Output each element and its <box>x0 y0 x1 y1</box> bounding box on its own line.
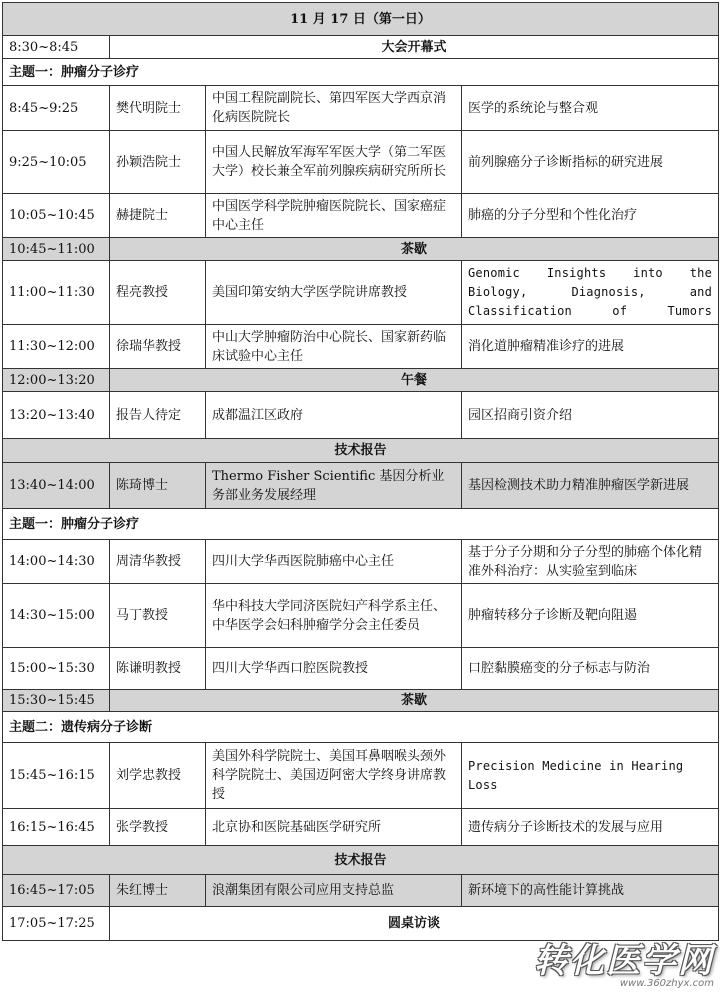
speaker-cell: 马丁教授 <box>110 584 206 648</box>
table-header-row <box>3 3 719 36</box>
affiliation-cell: 中国医学科学院肿瘤医院院长、国家癌症中心主任 <box>206 194 462 238</box>
break-row <box>3 690 719 712</box>
topic-cell: 前列腺癌分子诊断指标的研究进展 <box>462 131 719 194</box>
affiliation-cell: 中山大学肿瘤防治中心院长、国家新药临床试验中心主任 <box>206 325 462 369</box>
table-row <box>3 463 719 509</box>
speaker-cell: 樊代明院士 <box>110 86 206 131</box>
speaker-cell: 孙颖浩院士 <box>110 131 206 194</box>
affiliation-cell: 浪潮集团有限公司应用支持总监 <box>206 875 462 907</box>
affiliation-cell: 美国印第安纳大学医学院讲席教授 <box>206 261 462 325</box>
time-cell: 16:45~17:05 <box>3 875 110 907</box>
watermark <box>534 933 714 989</box>
break-row <box>3 369 719 392</box>
table-row <box>3 194 719 238</box>
speaker-cell: 陈谦明教授 <box>110 648 206 690</box>
speaker-cell: 赫捷院士 <box>110 194 206 238</box>
speaker-cell: 陈琦博士 <box>110 463 206 509</box>
theme-title: 主题一：肿瘤分子诊疗 <box>3 509 719 540</box>
affiliation-cell: 华中科技大学同济医院妇产科学系主任、中华医学会妇科肿瘤学分会主任委员 <box>206 584 462 648</box>
break-row <box>3 238 719 261</box>
topic-cell: 新环境下的高性能计算挑战 <box>462 875 719 907</box>
table-row <box>3 584 719 648</box>
watermark-logo: 转化医学网 <box>534 941 714 981</box>
table-row <box>3 540 719 584</box>
session-label: 大会开幕式 <box>110 36 719 59</box>
affiliation-cell: 四川大学华西口腔医院教授 <box>206 648 462 690</box>
section-row <box>3 846 719 875</box>
speaker-cell: 刘学忠教授 <box>110 743 206 809</box>
table-row <box>3 36 719 59</box>
affiliation-cell: 中国工程院副院长、第四军医大学西京消化病医院院长 <box>206 86 462 131</box>
topic-cell: 肿瘤转移分子诊断及靶向阻遏 <box>462 584 719 648</box>
speaker-cell: 报告人待定 <box>110 392 206 439</box>
topic-cell: 消化道肿瘤精准诊疗的进展 <box>462 325 719 369</box>
table-row <box>3 875 719 907</box>
schedule-table <box>2 2 719 941</box>
speaker-cell: 周清华教授 <box>110 540 206 584</box>
affiliation-cell: 美国外科学院院士、美国耳鼻咽喉头颈外科学院院士、美国迈阿密大学终身讲席教授 <box>206 743 462 809</box>
session-label: 茶歇 <box>110 238 719 261</box>
session-label: 茶歇 <box>110 690 719 712</box>
time-cell: 11:00~11:30 <box>3 261 110 325</box>
theme-row <box>3 59 719 86</box>
time-cell: 13:20~13:40 <box>3 392 110 439</box>
table-row <box>3 86 719 131</box>
time-cell: 8:45~9:25 <box>3 86 110 131</box>
speaker-cell: 程亮教授 <box>110 261 206 325</box>
table-row <box>3 131 719 194</box>
theme-title: 主题一：肿瘤分子诊疗 <box>3 59 719 86</box>
time-cell: 15:30~15:45 <box>3 690 110 712</box>
watermark-url: www.360zhyx.com <box>619 978 714 989</box>
affiliation-cell: 北京协和医院基础医学研究所 <box>206 809 462 846</box>
session-label: 午餐 <box>110 369 719 392</box>
topic-cell: Precision Medicine in Hearing Loss <box>462 743 719 809</box>
affiliation-cell: 中国人民解放军海军军医大学（第二军医大学）校长兼全军前列腺疾病研究所所长 <box>206 131 462 194</box>
time-cell: 15:00~15:30 <box>3 648 110 690</box>
time-cell: 15:45~16:15 <box>3 743 110 809</box>
time-cell: 9:25~10:05 <box>3 131 110 194</box>
time-cell: 16:15~16:45 <box>3 809 110 846</box>
topic-cell: 遗传病分子诊断技术的发展与应用 <box>462 809 719 846</box>
day-title: 11 月 17 日（第一日） <box>3 3 719 36</box>
time-cell: 10:05~10:45 <box>3 194 110 238</box>
table-row <box>3 809 719 846</box>
affiliation-cell: 四川大学华西医院肺癌中心主任 <box>206 540 462 584</box>
affiliation-cell: 成都温江区政府 <box>206 392 462 439</box>
table-row <box>3 743 719 809</box>
time-cell: 14:30~15:00 <box>3 584 110 648</box>
speaker-cell: 张学教授 <box>110 809 206 846</box>
table-row <box>3 325 719 369</box>
section-label: 技术报告 <box>3 846 719 875</box>
table-row <box>3 648 719 690</box>
table-row <box>3 261 719 325</box>
section-row <box>3 439 719 463</box>
time-cell: 12:00~13:20 <box>3 369 110 392</box>
topic-cell: 基因检测技术助力精准肿瘤医学新进展 <box>462 463 719 509</box>
section-label: 技术报告 <box>3 439 719 463</box>
topic-cell: 园区招商引资介绍 <box>462 392 719 439</box>
time-cell: 17:05~17:25 <box>3 907 110 941</box>
table-row <box>3 392 719 439</box>
time-cell: 13:40~14:00 <box>3 463 110 509</box>
time-cell: 8:30~8:45 <box>3 36 110 59</box>
speaker-cell: 朱红博士 <box>110 875 206 907</box>
theme-row <box>3 509 719 540</box>
time-cell: 10:45~11:00 <box>3 238 110 261</box>
topic-cell: 基于分子分期和分子分型的肺癌个体化精准外科治疗：从实验室到临床 <box>462 540 719 584</box>
theme-row <box>3 712 719 743</box>
affiliation-cell: Thermo Fisher Scientific 基因分析业务部业务发展经理 <box>206 463 462 509</box>
theme-title: 主题二：遗传病分子诊断 <box>3 712 719 743</box>
topic-cell: 医学的系统论与整合观 <box>462 86 719 131</box>
session-label: 圆桌访谈 <box>110 907 719 941</box>
time-cell: 14:00~14:30 <box>3 540 110 584</box>
speaker-cell: 徐瑞华教授 <box>110 325 206 369</box>
topic-cell: 肺癌的分子分型和个性化治疗 <box>462 194 719 238</box>
time-cell: 11:30~12:00 <box>3 325 110 369</box>
topic-cell: 口腔黏膜癌变的分子标志与防治 <box>462 648 719 690</box>
topic-cell: Genomic Insights into the Biology, Diagnosis, and Classification of Tumors <box>462 261 719 325</box>
